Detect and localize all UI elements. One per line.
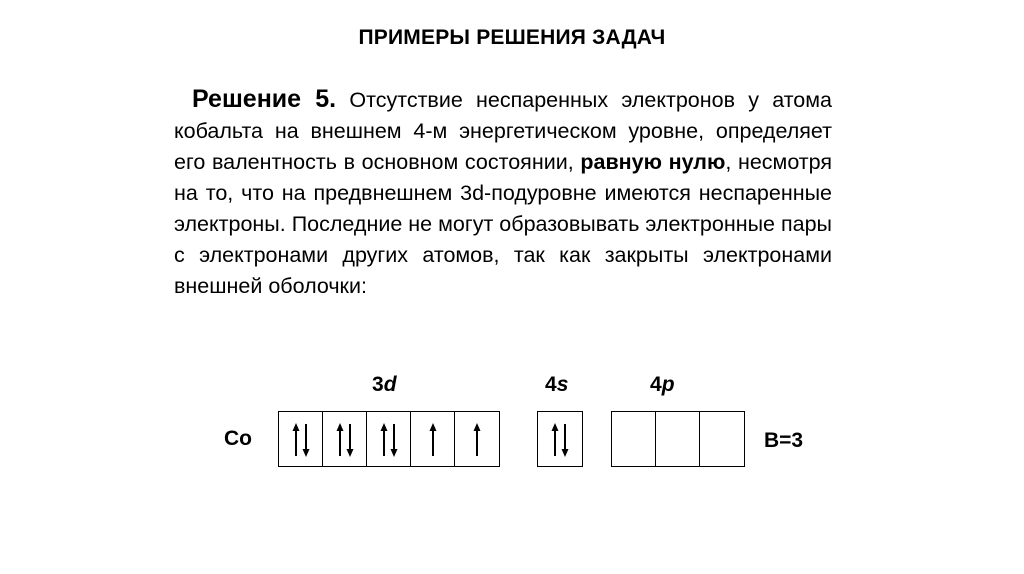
orbital-cell — [612, 412, 656, 466]
orbital-cell — [455, 412, 499, 466]
electron-pair-arrows-icon — [374, 416, 404, 462]
orbital-cell — [700, 412, 744, 466]
solution-paragraph — [174, 84, 832, 302]
electron-up-arrow-icon — [418, 416, 448, 462]
sublevel-label-3d: 3d — [372, 373, 397, 396]
electron-pair-arrows-icon — [330, 416, 360, 462]
page-title: ПРИМЕРЫ РЕШЕНИЯ ЗАДАЧ — [358, 26, 666, 49]
element-symbol: Co — [224, 427, 252, 450]
electron-pair-arrows-icon — [545, 416, 575, 462]
orbital-cell — [656, 412, 700, 466]
orbital-cell — [538, 412, 582, 466]
orbital-box-4s — [537, 411, 583, 467]
sublevel-label-4s: 4s — [545, 373, 569, 396]
electron-up-arrow-icon — [462, 416, 492, 462]
solution-lead: Решение 5. — [192, 85, 337, 113]
orbital-cell — [279, 412, 323, 466]
orbital-cell — [367, 412, 411, 466]
orbital-cell — [323, 412, 367, 466]
electron-pair-arrows-icon — [286, 416, 316, 462]
solution-emphasis: равную нулю — [580, 150, 726, 174]
sublevel-label-4p: 4p — [650, 373, 675, 396]
valence-label: B=3 — [764, 429, 804, 452]
solution-text-part2: , несмотря на то, что на предвнешнем 3d-подуровне имеются неспаренные электроны. Последние не могут образовывать электронные пары с электронами других атомов, так как закрыты электронами внешней оболочки: — [174, 150, 833, 298]
solution-text-part1: Отсутствие неспаренных электронов у атома кобальта на внешнем 4-м энергетическом уровне, определяет его валентность в основном состоянии, — [174, 88, 832, 174]
orbital-cell — [411, 412, 455, 466]
orbital-box-4p — [611, 411, 745, 467]
orbital-box-3d — [278, 411, 500, 467]
